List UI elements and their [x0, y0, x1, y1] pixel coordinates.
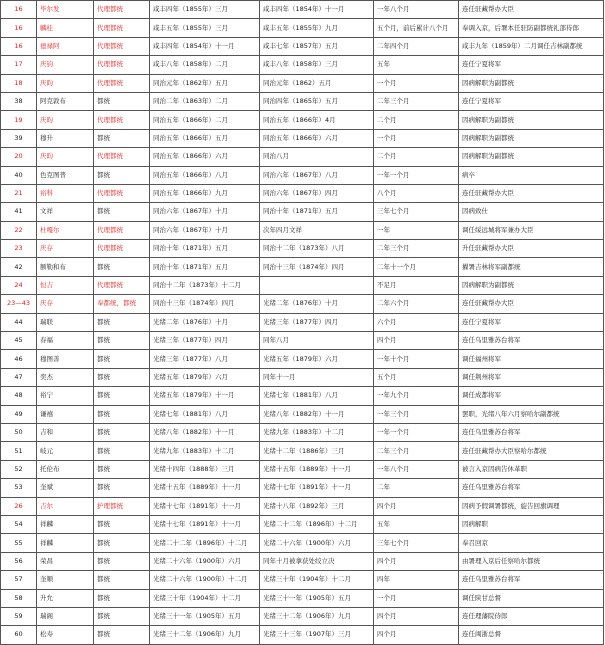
term-duration-cell: 五个月，前后累计八个月: [374, 19, 459, 37]
term-end-cell: 同治八月: [260, 148, 374, 166]
term-end-cell: 光绪三十三年（1907年）三月: [260, 626, 374, 644]
term-end-cell: [260, 276, 374, 294]
term-end-cell: 同治十二年（1873年）八月: [260, 240, 374, 258]
row-number-cell: 41: [1, 203, 37, 221]
term-start-cell: 同治十年（1871年）五月: [150, 258, 260, 276]
official-name-cell: 庆存: [37, 295, 94, 313]
term-duration-cell: 一年三个月: [374, 405, 459, 423]
official-name-cell: 庆昀: [37, 111, 94, 129]
term-remark-cell: 连任乌里雅苏台将军: [459, 332, 604, 350]
official-role-cell: 都统: [94, 515, 150, 533]
term-remark-cell: 被言入京因病告休革职: [459, 460, 604, 478]
term-end-cell: 光绪十八年（1892年）三月: [260, 497, 374, 515]
term-start-cell: 光绪五年（1879年）十一月: [150, 387, 260, 405]
term-end-cell: 咸丰八年（1858年）三月: [260, 56, 374, 74]
term-duration-cell: 四个月: [374, 497, 459, 515]
table-row: [1, 19, 604, 37]
official-role-cell: 代理都统: [94, 148, 150, 166]
official-name-cell: 恒吉: [37, 276, 94, 294]
row-number-cell: 38: [1, 92, 37, 110]
term-end-cell: 同年八月: [260, 332, 374, 350]
term-start-cell: 光绪五年（1879年）六月: [150, 368, 260, 386]
term-duration-cell: 一年八个月: [374, 1, 459, 19]
row-number-cell: 59: [1, 607, 37, 625]
table-row: [1, 258, 604, 276]
term-start-cell: 同治五年（1866年）二月: [150, 111, 260, 129]
table-row: [1, 479, 604, 497]
term-end-cell: 光绪五年（1879年）六月: [260, 350, 374, 368]
term-end-cell: 同治五年（1866年）4月: [260, 111, 374, 129]
official-role-cell: 代理都统: [94, 19, 150, 37]
official-name-cell: 德禄阿: [37, 37, 94, 55]
term-start-cell: 同治五年（1866年）六月: [150, 148, 260, 166]
term-remark-cell: 调任成都将军: [459, 387, 604, 405]
term-end-cell: 光绪三十一年（1905年）五月: [260, 589, 374, 607]
official-name-cell: 裕宁: [37, 387, 94, 405]
term-start-cell: 光绪十四年（1888年）三月: [150, 460, 260, 478]
term-start-cell: 光绪二十六年（1900年）十二月: [150, 571, 260, 589]
table-row: [1, 405, 604, 423]
term-start-cell: 光绪三十二年（1906年）九月: [150, 626, 260, 644]
official-role-cell: 都统: [94, 387, 150, 405]
term-remark-cell: 连任闽浙总督: [459, 626, 604, 644]
term-duration-cell: 五年: [374, 515, 459, 533]
table-row: [1, 295, 604, 313]
term-duration-cell: 一个月: [374, 129, 459, 147]
term-end-cell: 光绪三十年（1904年）十二月: [260, 571, 374, 589]
term-duration-cell: 三年七个月: [374, 534, 459, 552]
official-name-cell: 谦禧: [37, 405, 94, 423]
term-start-cell: 咸丰八年（1858年）二月: [150, 56, 260, 74]
term-start-cell: 光绪三年（1877年）八月: [150, 350, 260, 368]
official-name-cell: 庆昀: [37, 74, 94, 92]
term-end-cell: 同年十月被拿获处绞立决: [260, 552, 374, 570]
row-number-cell: 16: [1, 19, 37, 37]
official-role-cell: 代理都统: [94, 56, 150, 74]
official-role-cell: 代理都统: [94, 37, 150, 55]
term-duration-cell: 一年一个月: [374, 166, 459, 184]
term-remark-cell: 擢署吉林将军副都统: [459, 258, 604, 276]
term-remark-cell: 因病解职为副都统: [459, 276, 604, 294]
term-remark-cell: 连任乌里雅苏台将军: [459, 479, 604, 497]
table-row: [1, 313, 604, 331]
term-remark-cell: 连任驻藏帮办大臣: [459, 295, 604, 313]
official-role-cell: 护理都统: [94, 497, 150, 515]
term-remark-cell: 罢职，光绪八年六月察哈尔副都统: [459, 405, 604, 423]
row-number-cell: 55: [1, 534, 37, 552]
official-name-cell: 阿克敦布: [37, 92, 94, 110]
row-number-cell: 53: [1, 479, 37, 497]
term-end-cell: 光绪二十六年（1900年）六月: [260, 534, 374, 552]
official-name-cell: 庆昀: [37, 148, 94, 166]
row-number-cell: 54: [1, 515, 37, 533]
official-role-cell: 代理都统: [94, 184, 150, 202]
official-role-cell: 代理都统: [94, 240, 150, 258]
term-start-cell: 光绪十五年（1889年）十一月: [150, 479, 260, 497]
row-number-cell: 21: [1, 184, 37, 202]
term-remark-cell: 因病予假调署都统，旋告回旗调理: [459, 497, 604, 515]
official-role-cell: 都统: [94, 332, 150, 350]
term-duration-cell: 二年三个月: [374, 240, 459, 258]
term-end-cell: 次年四月文祥: [260, 221, 374, 239]
official-name-cell: 奎顺: [37, 571, 94, 589]
row-number-cell: 52: [1, 460, 37, 478]
table-row: [1, 423, 604, 441]
official-name-cell: 瑞联: [37, 313, 94, 331]
official-name-cell: 荣昌: [37, 552, 94, 570]
row-number-cell: 48: [1, 387, 37, 405]
term-end-cell: 光绪十七年（1891年）十一月: [260, 479, 374, 497]
official-role-cell: 代理都统: [94, 276, 150, 294]
official-role-cell: 代理都统: [94, 221, 150, 239]
official-name-cell: 吉和: [37, 423, 94, 441]
term-remark-cell: 奉召回京: [459, 534, 604, 552]
term-duration-cell: 五年: [374, 56, 459, 74]
table-row: [1, 350, 604, 368]
term-start-cell: 光绪二十二年（1896年）十二月: [150, 534, 260, 552]
term-end-cell: 光绪三年（1877年）四月: [260, 313, 374, 331]
term-start-cell: 光绪三年（1877年）四月: [150, 332, 260, 350]
term-end-cell: 光绪九年（1883年）十二月: [260, 423, 374, 441]
row-number-cell: 16: [1, 37, 37, 55]
term-end-cell: 同治十三年（1874年）四月: [260, 258, 374, 276]
term-start-cell: 同治六年（1867年）十月: [150, 203, 260, 221]
term-remark-cell: 连任驻藏帮办大臣: [459, 1, 604, 19]
table-row: [1, 37, 604, 55]
official-role-cell: 奉都统，都统: [94, 295, 150, 313]
term-remark-cell: 连任乌里雅苏台将军: [459, 423, 604, 441]
official-name-cell: 庆钧: [37, 56, 94, 74]
term-duration-cell: 一年九个月: [374, 387, 459, 405]
term-start-cell: 同治五年（1866年）九月: [150, 184, 260, 202]
row-number-cell: 22: [1, 221, 37, 239]
row-number-cell: 49: [1, 405, 37, 423]
term-remark-cell: 因病致仕: [459, 203, 604, 221]
term-start-cell: 同治十三年（1874年）四月: [150, 295, 260, 313]
row-number-cell: 51: [1, 442, 37, 460]
term-end-cell: 同治六年（1867年）八月: [260, 166, 374, 184]
term-start-cell: 光绪二十六年（1900年）六月: [150, 552, 260, 570]
term-duration-cell: 不足月: [374, 276, 459, 294]
term-remark-cell: 因病解职为副都统: [459, 148, 604, 166]
term-remark-cell: 调任福州将军: [459, 350, 604, 368]
table-row: [1, 111, 604, 129]
table-row: [1, 1, 604, 19]
table-row: [1, 332, 604, 350]
official-role-cell: 代理都统: [94, 1, 150, 19]
term-end-cell: 同治五年（1866年）六月: [260, 129, 374, 147]
term-start-cell: 光绪七年（1881年）八月: [150, 405, 260, 423]
official-name-cell: 春福: [37, 332, 94, 350]
table-row: [1, 148, 604, 166]
term-end-cell: 同治四年（1865年）五月: [260, 92, 374, 110]
term-duration-cell: 二个月: [374, 148, 459, 166]
official-role-cell: 代理都统: [94, 111, 150, 129]
table-row: [1, 442, 604, 460]
term-remark-cell: 因病解职为副都统: [459, 74, 604, 92]
term-start-cell: 同治五年（1866年）五月: [150, 129, 260, 147]
term-start-cell: 光绪十七年（1891年）十一月: [150, 515, 260, 533]
term-start-cell: 咸丰四年（1854年）十一月: [150, 37, 260, 55]
official-name-cell: 松寿: [37, 626, 94, 644]
row-number-cell: 57: [1, 571, 37, 589]
official-role-cell: 都统: [94, 442, 150, 460]
term-end-cell: 咸丰四年（1854年）十一月: [260, 1, 374, 19]
table-row: [1, 92, 604, 110]
term-remark-cell: 由署理入京后任察哈尔都统: [459, 552, 604, 570]
official-name-cell: 岐元: [37, 442, 94, 460]
table-row: [1, 607, 604, 625]
official-name-cell: 祥麟: [37, 534, 94, 552]
row-number-cell: 19: [1, 111, 37, 129]
row-number-cell: 26: [1, 497, 37, 515]
term-duration-cell: 一年八个月: [374, 460, 459, 478]
row-number-cell: 18: [1, 74, 37, 92]
official-name-cell: 穆升: [37, 129, 94, 147]
term-duration-cell: 四个月: [374, 626, 459, 644]
official-name-cell: 毕尔发: [37, 1, 94, 19]
row-number-cell: 45: [1, 332, 37, 350]
term-end-cell: 同年十一月: [260, 368, 374, 386]
table-row: [1, 74, 604, 92]
term-remark-cell: 因病解职为副都统: [459, 111, 604, 129]
official-name-cell: 奎斌: [37, 479, 94, 497]
term-remark-cell: 病卒: [459, 166, 604, 184]
term-duration-cell: 一年十个月: [374, 350, 459, 368]
term-duration-cell: 四个月: [374, 607, 459, 625]
official-name-cell: 奕杰: [37, 368, 94, 386]
term-duration-cell: 五个月: [374, 368, 459, 386]
term-duration-cell: 一个月: [374, 74, 459, 92]
table-row: [1, 552, 604, 570]
term-remark-cell: 奉调入京，后署本任驻防副都统礼部侍郎: [459, 19, 604, 37]
official-name-cell: 祥麟: [37, 515, 94, 533]
row-number-cell: 60: [1, 626, 37, 644]
row-number-cell: 47: [1, 368, 37, 386]
term-remark-cell: 连任理藩院侍郎: [459, 607, 604, 625]
row-number-cell: 20: [1, 148, 37, 166]
table-body: [1, 1, 604, 645]
official-role-cell: 都统: [94, 203, 150, 221]
term-end-cell: 光绪七年（1881年）八月: [260, 387, 374, 405]
row-number-cell: 39: [1, 129, 37, 147]
official-name-cell: 色克图普: [37, 166, 94, 184]
term-duration-cell: 一年一个月: [374, 423, 459, 441]
term-end-cell: 光绪十二年（1886年）三月: [260, 442, 374, 460]
term-duration-cell: 二个月: [374, 111, 459, 129]
term-end-cell: 同治六年（1867年）四月: [260, 184, 374, 202]
table-row: [1, 515, 604, 533]
table-row: [1, 460, 604, 478]
row-number-cell: 50: [1, 423, 37, 441]
term-remark-cell: 调任陕甘总督: [459, 589, 604, 607]
table-row: [1, 368, 604, 386]
table-row: [1, 276, 604, 294]
official-role-cell: 都统: [94, 258, 150, 276]
term-remark-cell: 连任宁夏将军: [459, 56, 604, 74]
term-end-cell: 同治元年（1862）五月: [260, 74, 374, 92]
row-number-cell: 17: [1, 56, 37, 74]
term-end-cell: 光绪八年（1882年）十一月: [260, 405, 374, 423]
term-duration-cell: 四个月: [374, 332, 459, 350]
term-start-cell: 光绪十七年（1891年）十一月: [150, 497, 260, 515]
official-role-cell: 都统: [94, 607, 150, 625]
term-duration-cell: 三年七个月: [374, 203, 459, 221]
official-role-cell: 都统: [94, 92, 150, 110]
term-duration-cell: 四个月: [374, 552, 459, 570]
term-start-cell: 咸丰五年（1855年）三月: [150, 19, 260, 37]
term-remark-cell: 因病解职为副都统: [459, 129, 604, 147]
official-role-cell: 代理都统: [94, 74, 150, 92]
table-row: [1, 534, 604, 552]
table-row: [1, 240, 604, 258]
official-name-cell: 额勒和布: [37, 258, 94, 276]
term-start-cell: 同治十二年（1873年）十二月: [150, 276, 260, 294]
table-row: [1, 571, 604, 589]
official-name-cell: 升允: [37, 589, 94, 607]
official-role-cell: 都统: [94, 460, 150, 478]
term-duration-cell: 八个月: [374, 184, 459, 202]
term-duration-cell: 二年: [374, 479, 459, 497]
term-start-cell: 同治五年（1866年）八月: [150, 166, 260, 184]
row-number-cell: 23—43: [1, 295, 37, 313]
term-remark-cell: 因病解职: [459, 515, 604, 533]
official-role-cell: 都统: [94, 534, 150, 552]
term-remark-cell: 连任驻藏帮办大臣察哈尔都统: [459, 442, 604, 460]
table-row: [1, 221, 604, 239]
term-end-cell: 光绪二十二年（1896年）十二月: [260, 515, 374, 533]
official-name-cell: 麟桂: [37, 19, 94, 37]
term-duration-cell: 二年十一个月: [374, 258, 459, 276]
term-start-cell: 同治二年（1863年）二月: [150, 92, 260, 110]
official-role-cell: 都统: [94, 589, 150, 607]
official-name-cell: 瑞阁: [37, 607, 94, 625]
official-name-cell: 庆存: [37, 240, 94, 258]
term-end-cell: 咸丰七年（1857年）五月: [260, 37, 374, 55]
term-end-cell: 光绪十五年（1889年）十一月: [260, 460, 374, 478]
row-number-cell: 56: [1, 552, 37, 570]
table-row: [1, 497, 604, 515]
official-role-cell: 都统: [94, 571, 150, 589]
term-duration-cell: 一个月: [374, 589, 459, 607]
term-remark-cell: 调任绥远城将军兼办大臣: [459, 221, 604, 239]
official-name-cell: 托伦布: [37, 460, 94, 478]
term-duration-cell: 二年三个月: [374, 442, 459, 460]
official-name-cell: 裕科: [37, 184, 94, 202]
term-remark-cell: 升任驻藏帮办大臣: [459, 240, 604, 258]
term-start-cell: 同治十年（1871年）五月: [150, 240, 260, 258]
table-row: [1, 589, 604, 607]
row-number-cell: 42: [1, 258, 37, 276]
term-duration-cell: 一年: [374, 221, 459, 239]
term-remark-cell: 连任乌里雅苏台将军: [459, 571, 604, 589]
term-remark-cell: 调任荆州将军: [459, 368, 604, 386]
term-start-cell: 同治元年（1862年）五月: [150, 74, 260, 92]
row-number-cell: 24: [1, 276, 37, 294]
term-duration-cell: 二年六个月: [374, 295, 459, 313]
official-role-cell: 都统: [94, 552, 150, 570]
term-remark-cell: 咸丰九年（1859年）二月调任吉林副都统: [459, 37, 604, 55]
table-row: [1, 166, 604, 184]
official-role-cell: 都统: [94, 313, 150, 331]
table-row: [1, 129, 604, 147]
term-duration-cell: 二年四个月: [374, 37, 459, 55]
term-start-cell: 光绪九年（1883年）十二月: [150, 442, 260, 460]
official-name-cell: 文祥: [37, 203, 94, 221]
term-start-cell: 光绪二年（1876年）十月: [150, 313, 260, 331]
term-remark-cell: 连任驻藏帮办大臣: [459, 184, 604, 202]
term-start-cell: 咸丰四年（1855年）三月: [150, 1, 260, 19]
official-role-cell: 都统: [94, 129, 150, 147]
table-row: [1, 203, 604, 221]
term-start-cell: 光绪三十年（1904年）十二月: [150, 589, 260, 607]
row-number-cell: 16: [1, 1, 37, 19]
official-name-cell: 吉尔: [37, 497, 94, 515]
official-role-cell: 都统: [94, 626, 150, 644]
official-name-cell: 杜嘎尔: [37, 221, 94, 239]
term-duration-cell: 四年: [374, 571, 459, 589]
term-end-cell: 光绪二年（1876年）十月: [260, 295, 374, 313]
row-number-cell: 58: [1, 589, 37, 607]
official-role-cell: 都统: [94, 423, 150, 441]
term-remark-cell: 连任宁夏将军: [459, 313, 604, 331]
term-start-cell: 光绪三十一年（1905年）五月: [150, 607, 260, 625]
official-role-cell: 都统: [94, 405, 150, 423]
term-duration-cell: 二年三个月: [374, 92, 459, 110]
table-row: [1, 56, 604, 74]
term-start-cell: 同治六年（1867年）十月: [150, 221, 260, 239]
official-name-cell: 穆图善: [37, 350, 94, 368]
row-number-cell: 46: [1, 350, 37, 368]
table-row: [1, 387, 604, 405]
official-role-cell: 都统: [94, 479, 150, 497]
term-duration-cell: 六个月: [374, 313, 459, 331]
term-end-cell: 咸丰五年（1855年）九月: [260, 19, 374, 37]
table-row: [1, 184, 604, 202]
row-number-cell: 40: [1, 166, 37, 184]
term-remark-cell: 连任宁夏将军: [459, 92, 604, 110]
official-role-cell: 都统: [94, 166, 150, 184]
row-number-cell: 23: [1, 240, 37, 258]
term-start-cell: 光绪八年（1882年）十一月: [150, 423, 260, 441]
term-end-cell: 同治十年（1871年）五月: [260, 203, 374, 221]
table-row: [1, 626, 604, 644]
official-role-cell: 都统: [94, 350, 150, 368]
row-number-cell: 44: [1, 313, 37, 331]
official-role-cell: 都统: [94, 368, 150, 386]
term-end-cell: 光绪三十二年（1906年）九月: [260, 607, 374, 625]
